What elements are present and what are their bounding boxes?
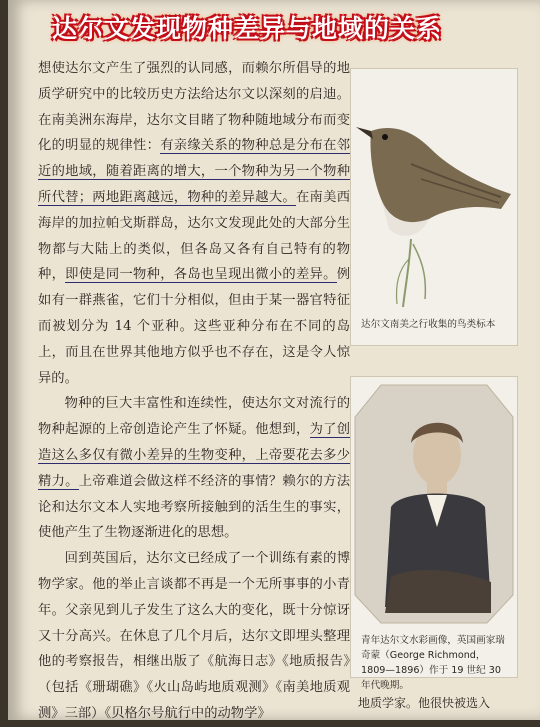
text-run: 回到英国后，达尔文已经成了一个训练有素的博物学家。他的举止言谈都不再是一个无所事事的小青年。父亲见到儿子发生了这么大的变化，既十分惊讶又十分高兴。在休息了几个月后，达尔文即埋头整理他的考察报告，相继出版了《航海日志》《地质报告》（包括《珊瑚礁》《火山岛屿地质观测》《南美地质观测》三部）《贝格尔号航行中的动物学》 — [38, 551, 350, 721]
text-run: 例如有一群燕雀，它们十分相似，但由于某一器官特征而被划分为 14 个亚种。这些亚种分布在不同的岛上，而且在世界其他地方似乎也不存在，这是令人惊异的。 — [38, 267, 351, 386]
continued-text: 地质学家。他很快被选入 — [358, 696, 491, 710]
figure-1-caption: 达尔文南美之行收集的鸟类标本 — [361, 319, 496, 330]
text-run: 在南美西海岸的加拉帕戈斯群岛，达尔文发现此处的大部分生物都与大陆上的类似，但各岛又各有自己特有的物种， — [38, 189, 351, 283]
paragraph-3 — [38, 546, 350, 727]
figure-2-caption: 青年达尔文水彩画像，英国画家瑞奇蒙（George Richmond，1809—1896）作于 19 世纪 30 年代晚期。 — [361, 635, 505, 691]
portrait-illustration — [351, 377, 517, 627]
underlined-text: 为了创造这么多仅有微小差异的生物变种，上帝要花去多少精力。 — [38, 422, 351, 489]
book-page — [8, 0, 540, 720]
paragraph-1 — [38, 56, 350, 391]
headline-banner: 达尔文发现物种差异与地域的关系 — [52, 14, 443, 43]
text-run: 想使达尔文产生了强烈的认同感，而赖尔所倡导的地质学研究中的比较历史方法给达尔文以深刻的启迪。在南美洲东海岸，达尔文目睹了物种随地域分布而变化的明显的规律性： — [38, 61, 350, 154]
paragraph-2 — [38, 391, 350, 546]
bird-specimen-figure — [350, 68, 518, 346]
text-run: 物种的巨大丰富性和连续性，使达尔文对流行的物种起源的上帝创造论产生了怀疑。他想到， — [38, 396, 350, 438]
portrait-figure — [350, 376, 518, 691]
underlined-text: 有亲缘关系的物种总是分布在邻近的地域，随着距离的增大，一个物种为另一个物种所代替；两地距离越远，物种的差异越大。 — [38, 138, 351, 205]
bird-illustration — [351, 69, 517, 309]
text-run: 上帝难道会做这样不经济的事情？赖尔的方法论和达尔文本人实地考察所接触到的活生生的事实，使他产生了生物逐渐进化的思想。 — [38, 473, 351, 541]
body-text — [38, 56, 350, 727]
underlined-text: 即使是同一物种，各岛也呈现出微小的差异。 — [65, 267, 337, 283]
